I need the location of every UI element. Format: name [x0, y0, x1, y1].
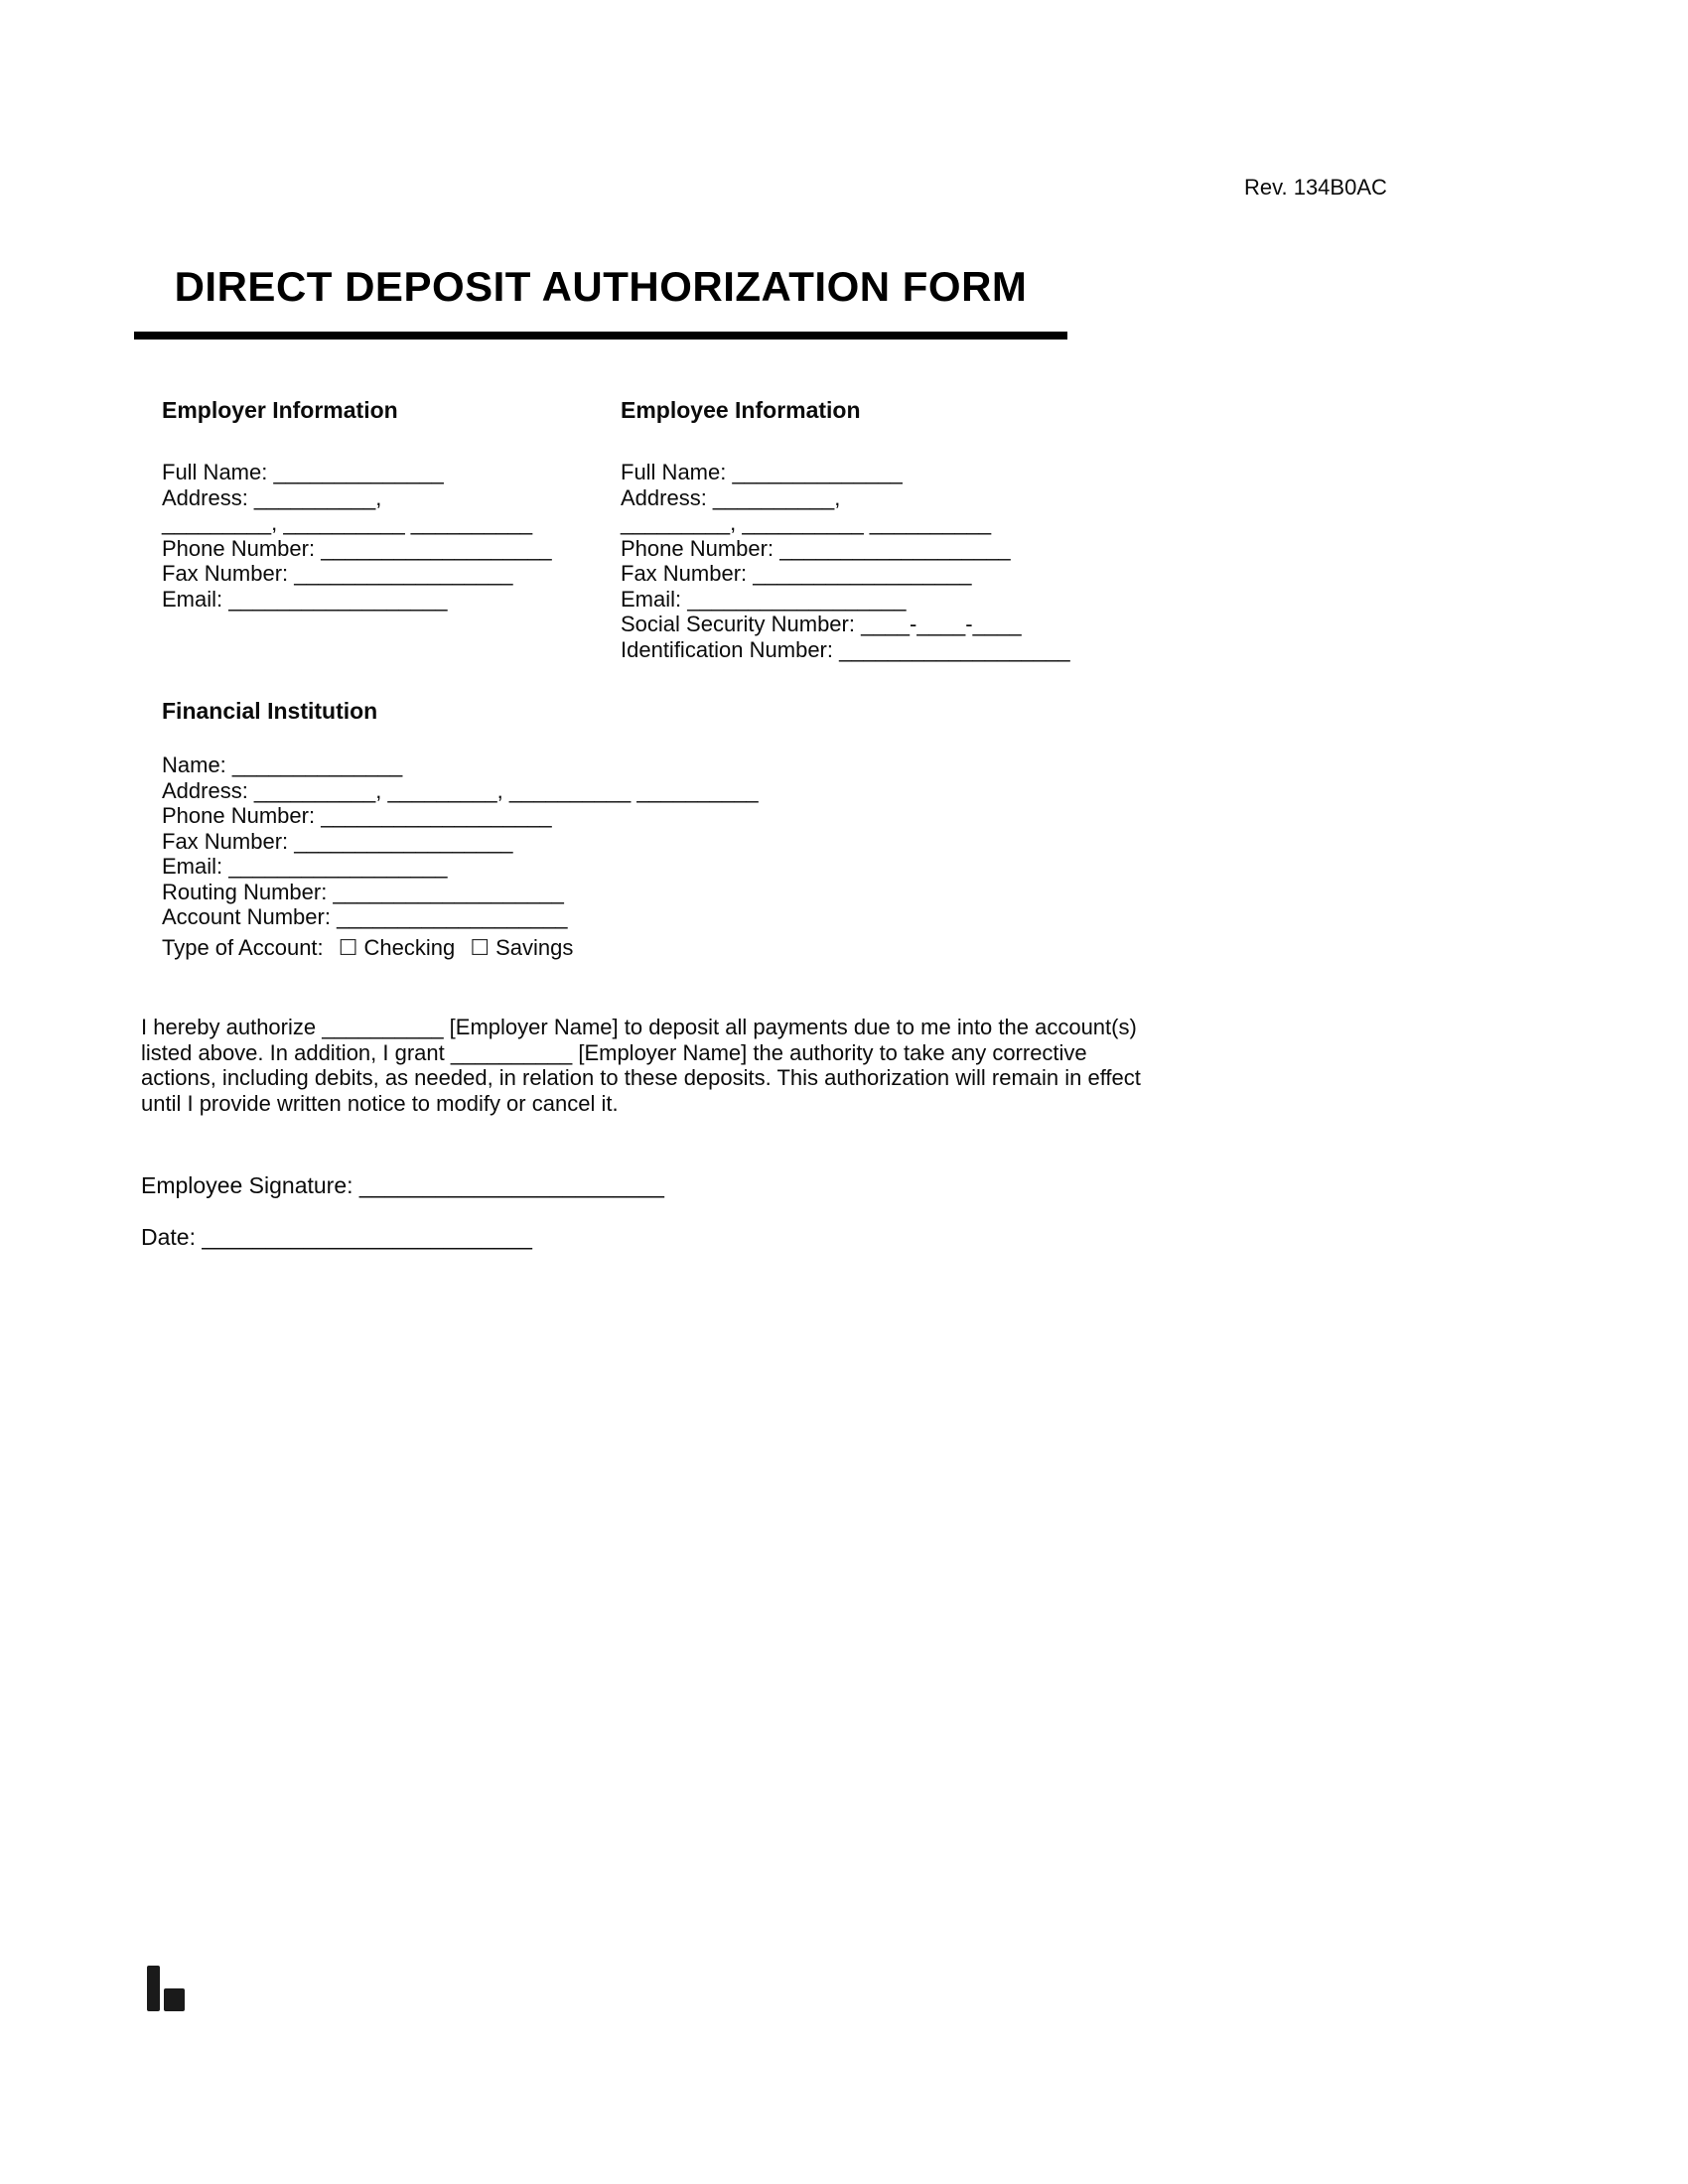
- employee-info-heading: Employee Information: [621, 397, 861, 423]
- employer-email-line: Email: __________________: [162, 586, 448, 612]
- authorization-line-4: until I provide written notice to modify or cancel it.: [141, 1091, 619, 1117]
- employer-address-line-1: Address: __________,: [162, 484, 382, 510]
- legaltemplates-logo: [147, 1966, 185, 2011]
- employee-phone-line: Phone Number: ___________________: [621, 535, 1011, 561]
- date-line: Date: __________________________: [141, 1224, 532, 1250]
- bank-email-line: Email: __________________: [162, 854, 448, 879]
- routing-number-line: Routing Number: ___________________: [162, 879, 564, 904]
- title-rule: [134, 332, 1067, 340]
- bank-phone-line: Phone Number: ___________________: [162, 803, 552, 828]
- employee-fax-line: Fax Number: __________________: [621, 561, 972, 586]
- employer-phone-line: Phone Number: ___________________: [162, 535, 552, 561]
- employee-ssn-line: Social Security Number: ____-____-____: [621, 612, 1022, 636]
- employee-id-number-line: Identification Number: ___________________: [621, 636, 1070, 662]
- checking-checkbox-icon: ☐: [338, 934, 358, 960]
- employee-info-section: [621, 397, 1070, 662]
- account-type-line: [162, 935, 759, 961]
- employee-address-line-2: _________, __________ __________: [621, 510, 992, 535]
- savings-option: [470, 935, 573, 960]
- authorization-line-3: actions, including debits, as needed, in relation to these deposits. This authorization will remain in effect: [141, 1065, 1141, 1091]
- employer-address-line-2: _________, __________ __________: [162, 510, 533, 535]
- employer-full-name-line: Full Name: ______________: [162, 460, 444, 484]
- legaltemplates-logo-icon: [147, 1966, 185, 2011]
- authorization-line-2: listed above. In addition, I grant __________ [Employer Name] the authority to take any corrective: [141, 1039, 1087, 1065]
- authorization-paragraph: [141, 1015, 1141, 1117]
- bank-name-line: Name: ______________: [162, 752, 403, 777]
- savings-option-label: Savings: [495, 934, 574, 960]
- account-type-label: Type of Account:: [162, 934, 324, 960]
- employer-info-section: [162, 397, 552, 612]
- employer-fax-line: Fax Number: __________________: [162, 561, 513, 586]
- savings-checkbox-icon: ☐: [470, 934, 491, 960]
- page-title: DIRECT DEPOSIT AUTHORIZATION FORM: [174, 263, 1028, 310]
- account-number-line: Account Number: ___________________: [162, 904, 568, 929]
- employee-address-line-1: Address: __________,: [621, 484, 841, 510]
- authorization-line-1: I hereby authorize __________ [Employer Name] to deposit all payments due to me into the account(s): [141, 1015, 1137, 1039]
- bank-address-line: Address: __________, _________, __________ __________: [162, 777, 759, 803]
- financial-institution-heading: Financial Institution: [162, 698, 378, 724]
- employee-email-line: Email: __________________: [621, 586, 907, 612]
- employee-full-name-line: Full Name: ______________: [621, 460, 903, 484]
- revision-label: Rev. 134B0AC: [1244, 175, 1387, 200]
- financial-institution-section: [162, 698, 759, 960]
- bank-fax-line: Fax Number: __________________: [162, 828, 513, 854]
- checking-option-label: Checking: [363, 934, 456, 960]
- employer-info-heading: Employer Information: [162, 397, 398, 423]
- checking-option: [339, 935, 455, 960]
- employee-signature-line: Employee Signature: ________________________: [141, 1172, 664, 1198]
